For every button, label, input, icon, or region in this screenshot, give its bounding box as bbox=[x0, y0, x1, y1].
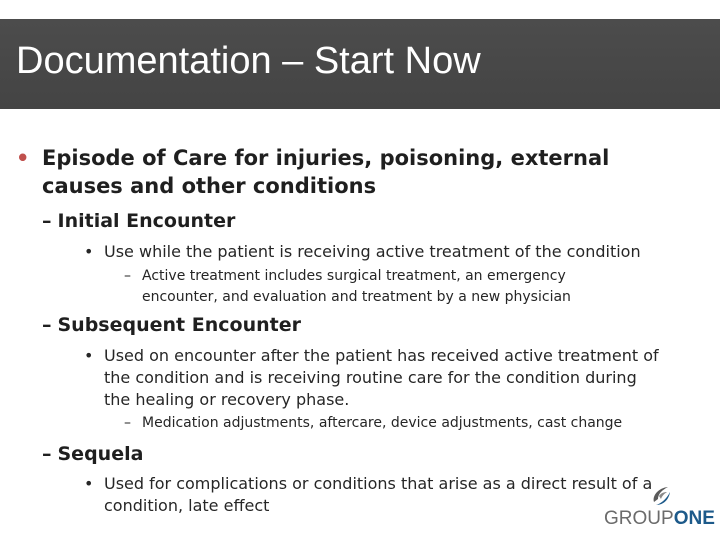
bullet-marker: • bbox=[16, 146, 30, 170]
bullet-episode-of-care bbox=[16, 144, 636, 200]
sub-heading-text: Sequela bbox=[57, 443, 144, 465]
dash-marker: – bbox=[124, 268, 131, 284]
sub-heading-subsequent-encounter bbox=[42, 313, 301, 337]
bullet-marker: • bbox=[84, 474, 94, 493]
swirl-logo-icon bbox=[650, 484, 672, 508]
bullet-text: Used on encounter after the patient has received active treatment of the condition and is receiving routine care for the condition during the healing or recovery phase. bbox=[104, 346, 659, 409]
dash-text: Medication adjustments, aftercare, device adjustments, cast change bbox=[142, 415, 623, 431]
bullet-text: Use while the patient is receiving active treatment of the condition bbox=[104, 242, 641, 261]
sub-heading-text: Initial Encounter bbox=[57, 210, 236, 232]
dash-marker: – bbox=[124, 415, 131, 431]
sub-heading-text: Subsequent Encounter bbox=[57, 314, 301, 336]
bullet-use-while-active bbox=[84, 241, 664, 263]
logo-wordmark bbox=[604, 508, 715, 530]
bullet-used-on-encounter bbox=[84, 345, 664, 411]
logo-text-one: ONE bbox=[673, 508, 715, 529]
dash-marker: – bbox=[42, 314, 52, 336]
sub-heading-sequela bbox=[42, 442, 143, 466]
dash-marker: – bbox=[42, 210, 52, 232]
bullet-marker: • bbox=[84, 242, 94, 261]
dash-marker: – bbox=[42, 443, 52, 465]
bullet-marker: • bbox=[84, 346, 94, 365]
logo-text-group: GROUP bbox=[604, 508, 674, 529]
dash-medication-adjustments bbox=[124, 413, 624, 434]
dash-active-treatment bbox=[124, 266, 624, 308]
dash-text: Active treatment includes surgical treatment, an emergency encounter, and evaluation and treatment by a new physician bbox=[142, 268, 571, 305]
groupone-logo bbox=[600, 484, 716, 536]
bullet-used-for-complications bbox=[84, 473, 654, 517]
sub-heading-initial-encounter bbox=[42, 209, 235, 233]
slide-title: Documentation – Start Now bbox=[16, 40, 481, 82]
bullet-text: Used for complications or conditions that arise as a direct result of a condition, late effect bbox=[104, 474, 653, 515]
bullet-text: Episode of Care for injuries, poisoning, external causes and other conditions bbox=[42, 146, 610, 198]
